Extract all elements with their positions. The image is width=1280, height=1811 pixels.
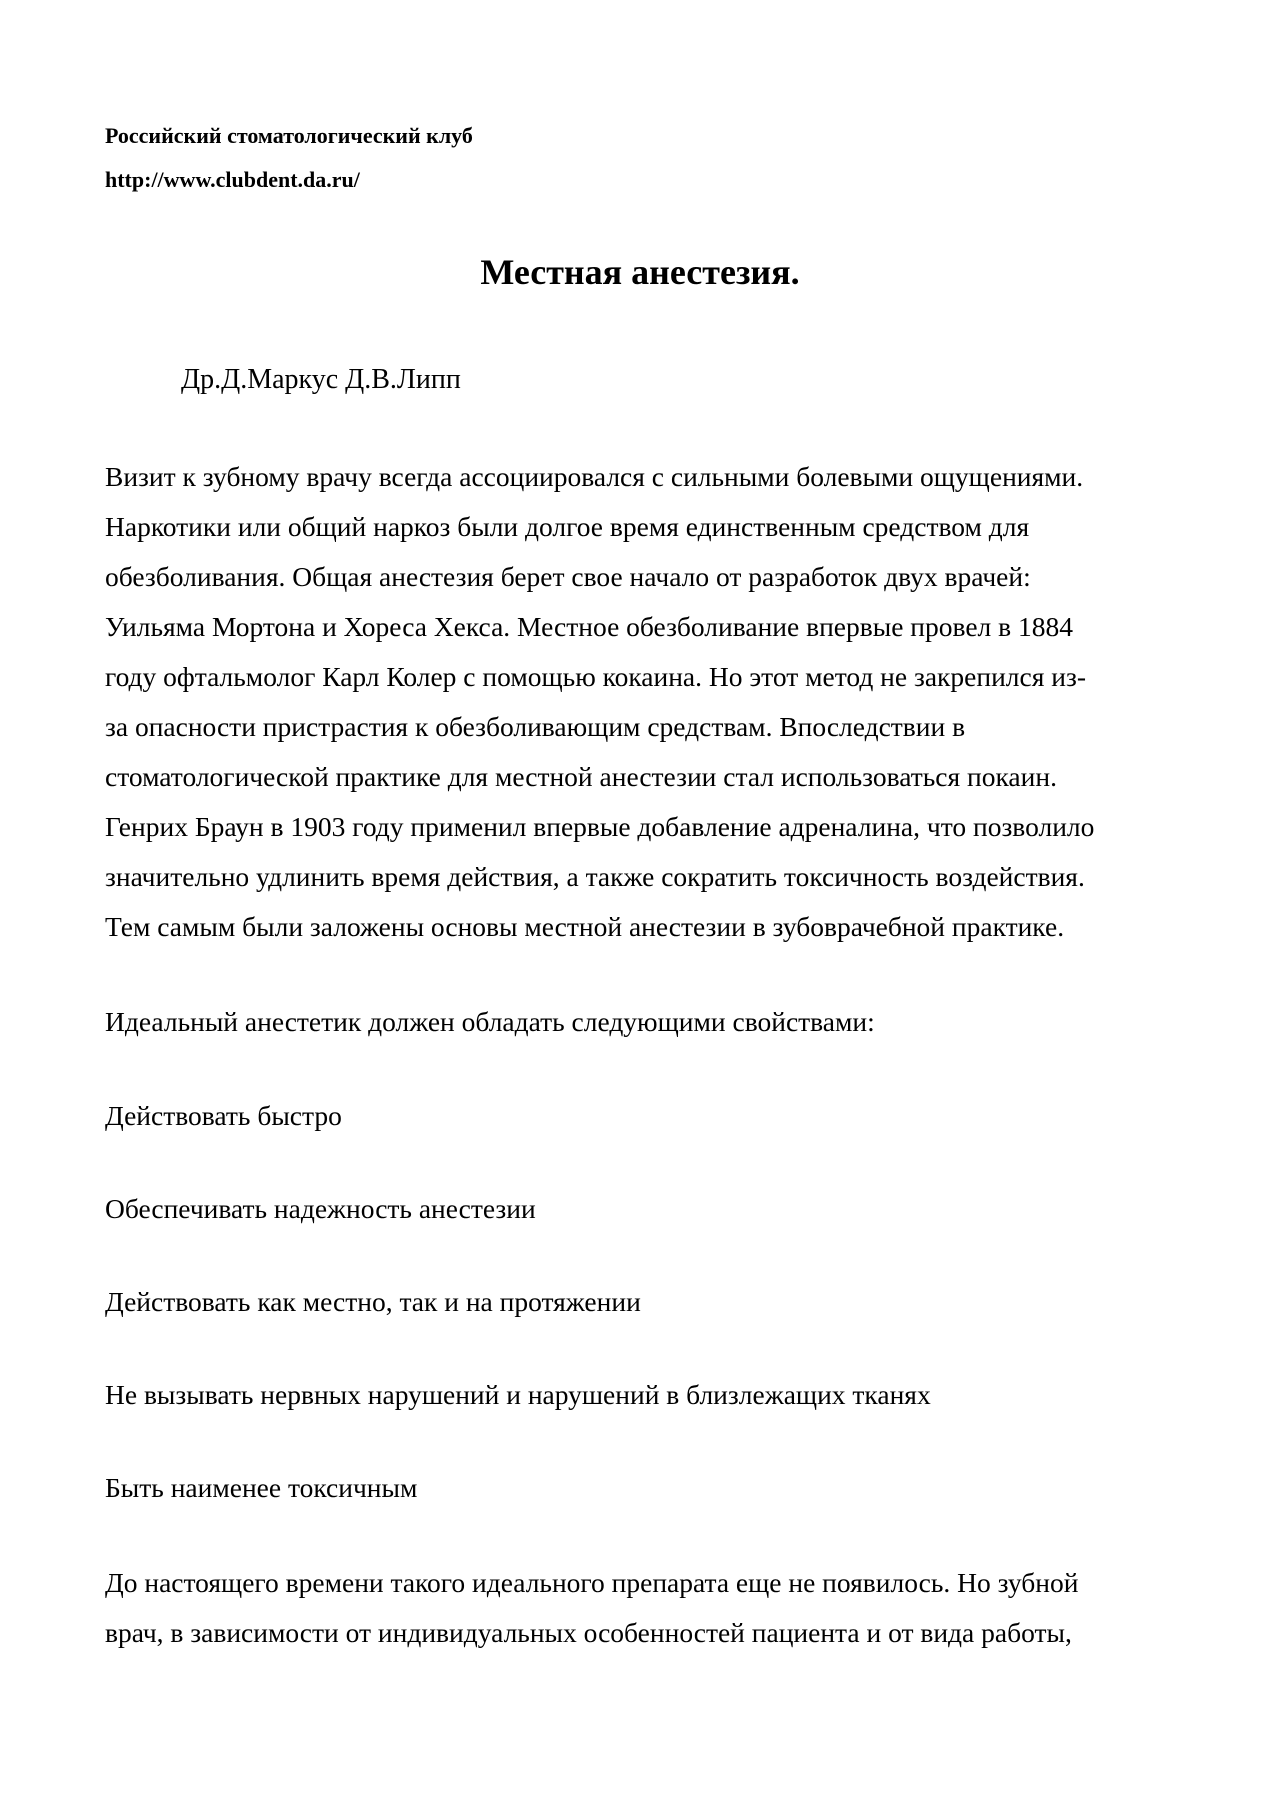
paragraph-line: году офтальмолог Карл Колер с помощью кокаина. Но этот метод не закрепился из- xyxy=(105,661,1086,692)
paragraph-line: значительно удлинить время действия, а также сократить токсичность воздействия. xyxy=(105,861,1085,892)
club-name: Российский стоматологический клуб xyxy=(105,123,473,148)
list-item: Действовать как местно, так и на протяжении xyxy=(105,1286,641,1317)
authors: Др.Д.Маркус Д.В.Липп xyxy=(181,364,461,395)
paragraph-line: До настоящего времени такого идеального препарата еще не появилось. Но зубной xyxy=(105,1567,1079,1598)
paragraph-line: Тем самым были заложены основы местной анестезии в зубоврачебной практике. xyxy=(105,911,1065,942)
list-item: Быть наименее токсичным xyxy=(105,1472,418,1503)
paragraph-line: стоматологической практике для местной анестезии стал использоваться покаин. xyxy=(105,761,1057,792)
list-item: Обеспечивать надежность анестезии xyxy=(105,1193,536,1224)
paragraph-line: обезболивания. Общая анестезия берет свое начало от разработок двух врачей: xyxy=(105,561,1031,592)
paragraph-line: за опасности пристрастия к обезболивающим средствам. Впоследствии в xyxy=(105,711,966,742)
paragraph-line: врач, в зависимости от индивидуальных особенностей пациента и от вида работы, xyxy=(105,1617,1072,1648)
paragraph-line: Генрих Браун в 1903 году применил впервые добавление адреналина, что позволило xyxy=(105,811,1095,842)
list-item: Не вызывать нервных нарушений и нарушений в близлежащих тканях xyxy=(105,1379,931,1410)
page-title: Местная анестезия. xyxy=(480,252,800,292)
paragraph-line: Визит к зубному врачу всегда ассоциировался с сильными болевыми ощущениями. xyxy=(105,461,1084,492)
properties-intro: Идеальный анестетик должен обладать следующими свойствами: xyxy=(105,1006,875,1037)
paragraph-line: Уильяма Мортона и Хореса Хекса. Местное обезболивание впервые провел в 1884 xyxy=(105,611,1073,642)
paragraph-line: Наркотики или общий наркоз были долгое время единственным средством для xyxy=(105,511,1030,542)
list-item: Действовать быстро xyxy=(105,1100,342,1131)
club-url: http://www.clubdent.da.ru/ xyxy=(105,167,360,192)
